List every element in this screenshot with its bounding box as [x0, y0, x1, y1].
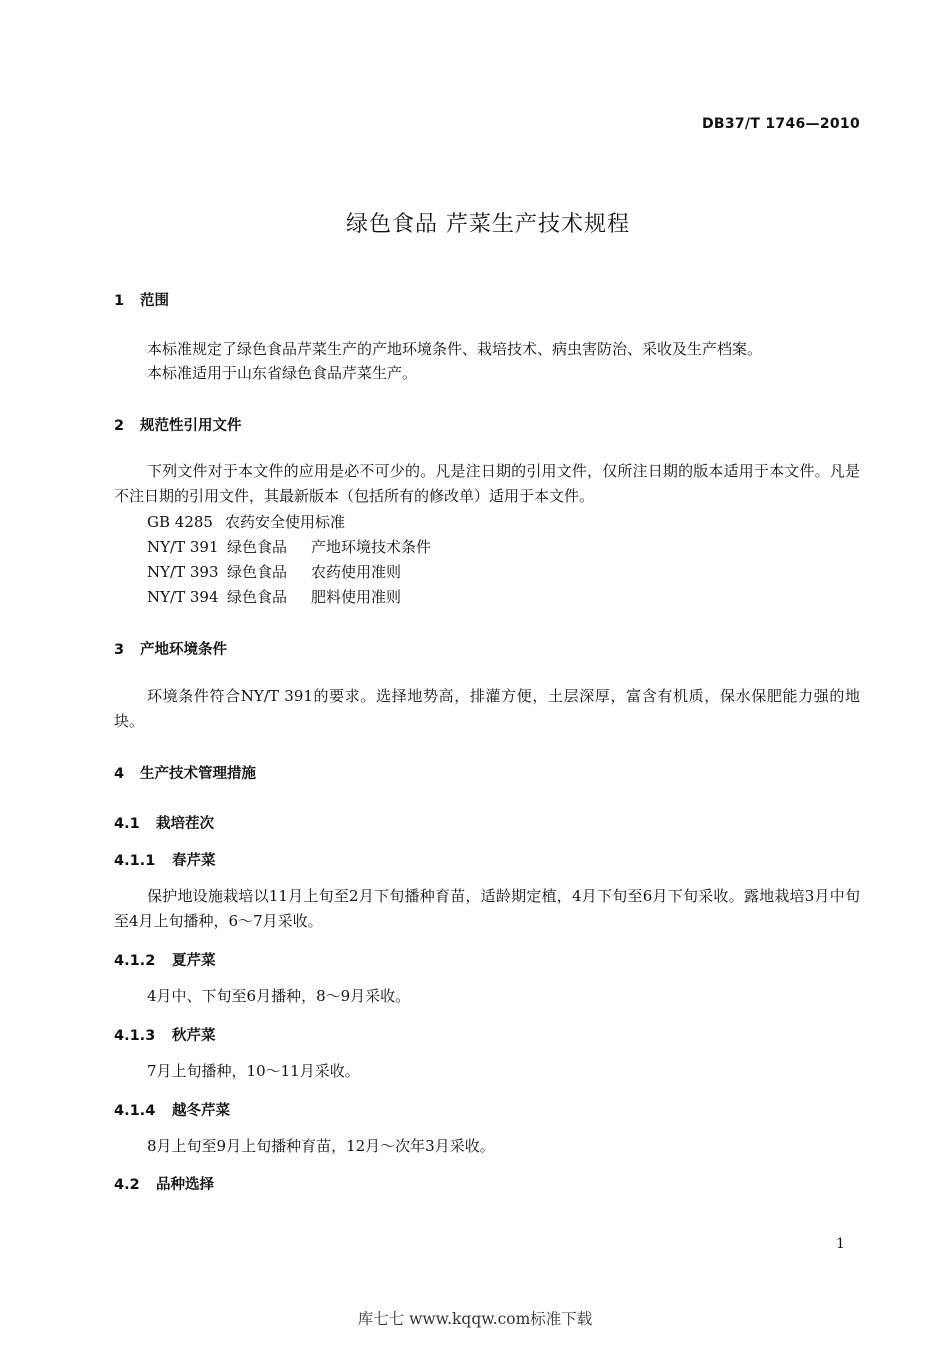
- section-4-1-1-heading: [114, 849, 216, 870]
- section-number: 4.1: [114, 816, 140, 832]
- section-title: 栽培茬次: [156, 816, 214, 832]
- section-number: 4: [114, 766, 125, 782]
- reference-code: NY/T 393: [147, 563, 219, 581]
- reference-subtitle: 肥料使用准则: [311, 588, 402, 606]
- reference-item: [147, 561, 401, 582]
- reference-code: NY/T 391: [147, 538, 219, 556]
- section-title: 秋芹菜: [172, 1028, 216, 1044]
- reference-name: 农药安全使用标准: [225, 513, 346, 531]
- section-number: 1: [114, 293, 125, 309]
- reference-subtitle: 农药使用准则: [311, 563, 402, 581]
- winter-celery-paragraph: 8月上旬至9月上旬播种育苗，12月～次年3月采收。: [147, 1137, 495, 1155]
- section-4-1-heading: [114, 812, 214, 833]
- section-2-heading: [114, 414, 242, 435]
- autumn-celery-paragraph: 7月上旬播种，10～11月采收。: [147, 1062, 360, 1080]
- section-1-heading: [114, 289, 169, 310]
- section-number: 4.1.4: [114, 1103, 156, 1119]
- section-4-1-4-heading: [114, 1099, 230, 1120]
- section-title: 春芹菜: [172, 853, 216, 869]
- standard-code: DB37/T 1746—2010: [701, 116, 860, 132]
- section-number: 3: [114, 642, 125, 658]
- scope-paragraph-1: 本标准规定了绿色食品芹菜生产的产地环境条件、栽培技术、病虫害防治、采收及生产档案。: [147, 340, 763, 358]
- reference-name: 绿色食品: [227, 588, 288, 606]
- section-title: 产地环境条件: [140, 642, 227, 658]
- section-3-heading: [114, 638, 227, 659]
- reference-item: [147, 536, 431, 557]
- document-title: 绿色食品 芹菜生产技术规程: [346, 212, 630, 237]
- section-title: 越冬芹菜: [172, 1103, 230, 1119]
- section-number: 4.1.2: [114, 953, 156, 969]
- section-number: 4.2: [114, 1177, 140, 1193]
- section-4-1-2-heading: [114, 949, 216, 970]
- reference-item: [147, 586, 401, 607]
- reference-code: GB 4285: [147, 513, 213, 531]
- normative-references-intro: 下列文件对于本文件的应用是必不可少的。凡是注日期的引用文件，仅所注日期的版本适用于本文件。凡是不注日期的引用文件，其最新版本（包括所有的修改单）适用于本文件。: [114, 462, 860, 505]
- section-4-1-3-heading: [114, 1024, 216, 1045]
- scope-paragraph-2: 本标准适用于山东省绿色食品芹菜生产。: [147, 364, 418, 382]
- section-number: 4.1.1: [114, 853, 156, 869]
- environment-paragraph: 环境条件符合NY/T 391的要求。选择地势高，排灌方便，土层深厚，富含有机质，保水保肥能力强的地块。: [114, 687, 860, 730]
- section-title: 范围: [140, 293, 169, 309]
- footer-watermark-text: 库七七 www.kqqw.com标准下载: [357, 1310, 593, 1328]
- section-number: 2: [114, 418, 125, 434]
- section-title: 品种选择: [156, 1177, 214, 1193]
- section-number: 4.1.3: [114, 1028, 156, 1044]
- summer-celery-paragraph: 4月中、下旬至6月播种，8～9月采收。: [147, 987, 411, 1005]
- section-4-2-heading: [114, 1173, 214, 1194]
- section-title: 规范性引用文件: [140, 418, 242, 434]
- reference-name: 绿色食品: [227, 563, 288, 581]
- section-title: 生产技术管理措施: [140, 766, 256, 782]
- section-4-heading: [114, 762, 256, 783]
- reference-code: NY/T 394: [147, 588, 219, 606]
- section-title: 夏芹菜: [172, 953, 216, 969]
- spring-celery-paragraph: 保护地设施栽培以11月上旬至2月下旬播种育苗，适龄期定植，4月下旬至6月下旬采收。露地栽培3月中旬至4月上旬播种，6～7月采收。: [114, 887, 860, 930]
- reference-item: [147, 511, 345, 532]
- reference-name: 绿色食品: [227, 538, 288, 556]
- reference-subtitle: 产地环境技术条件: [311, 538, 432, 556]
- page-number: 1: [836, 1236, 845, 1252]
